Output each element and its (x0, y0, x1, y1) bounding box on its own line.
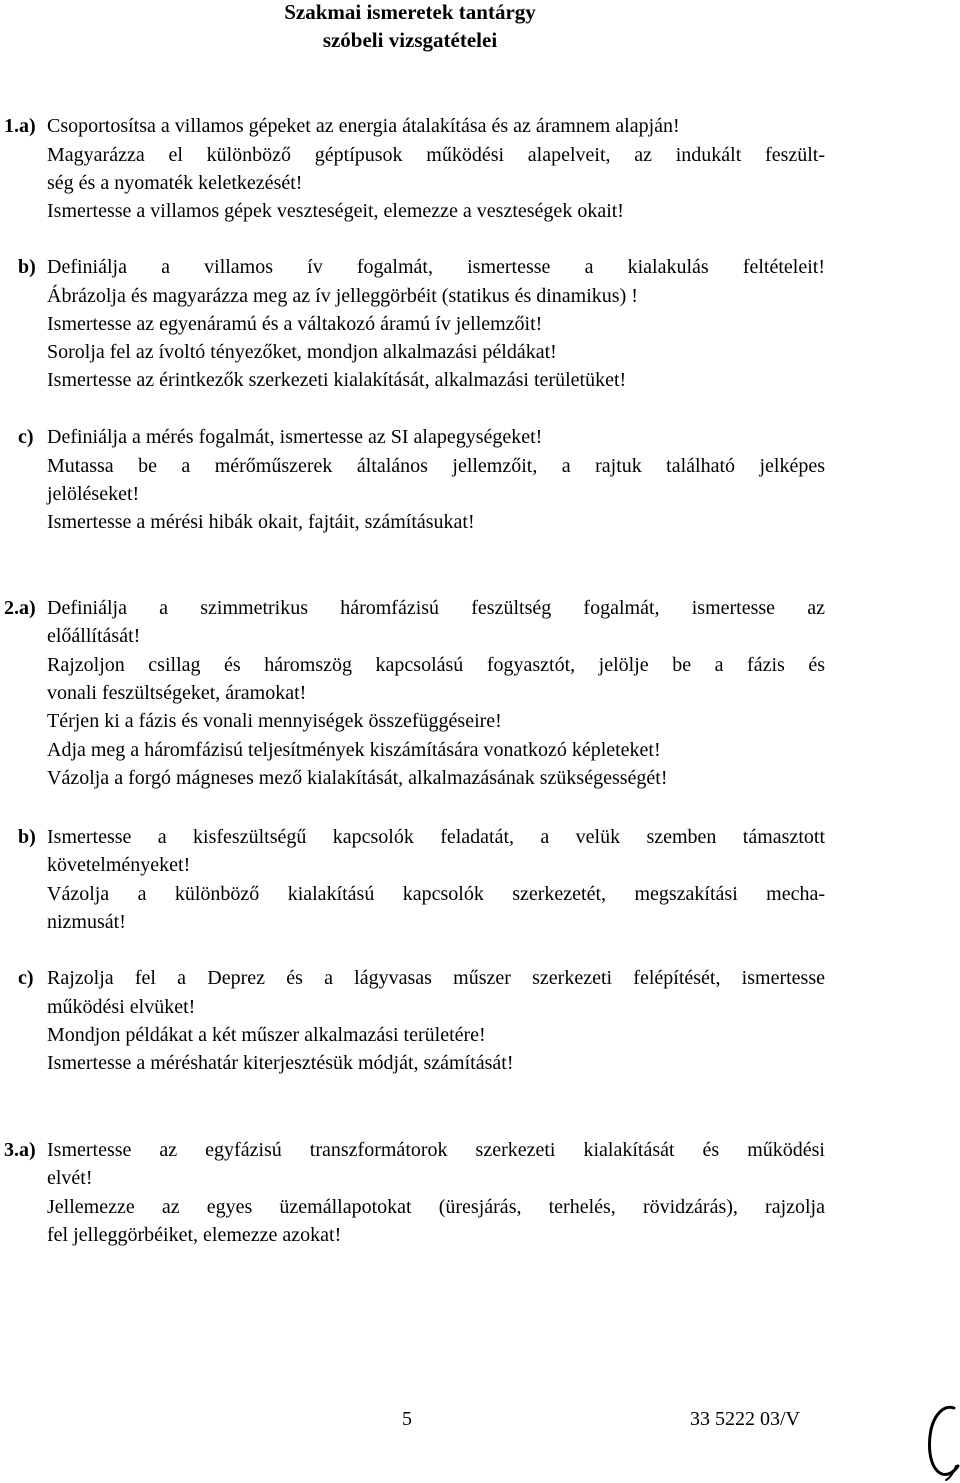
text-line: Ábrázolja és magyarázza meg az ív jelleggörbéit (statikus és dinamikus) ! (47, 285, 638, 307)
text-line: ség és a nyomaték keletkezését! (47, 172, 303, 194)
text-line: Térjen ki a fázis és vonali mennyiségek összefüggéseire! (47, 710, 502, 732)
text-line: Definiálja a villamos ív fogalmát, ismertesse a kialakulás feltételeit! (47, 256, 825, 278)
text-line: fel jelleggörbéiket, elemezze azokat! (47, 1224, 342, 1246)
section-label-1b: b) (18, 256, 36, 278)
text-line: vonali feszültségeket, áramokat! (47, 682, 307, 704)
section-label-2a: 2.a) (4, 597, 36, 619)
text-line: Mutassa be a mérőműszerek általános jellemzőit, a rajtuk található jelképes (47, 455, 825, 477)
text-line: Ismertesse a kisfeszültségű kapcsolók feladatát, a velük szemben támasztott (47, 826, 825, 848)
page-number: 5 (402, 1408, 412, 1430)
document-code: 33 5222 03/V (690, 1408, 800, 1430)
page-subtitle: szóbeli vizsgatételei (322, 28, 498, 52)
text-line: Rajzolja fel a Deprez és a lágyvasas műszer szerkezeti felépítését, ismertesse (47, 967, 825, 989)
text-line: Ismertesse a mérési hibák okait, fajtáit, számításukat! (47, 511, 475, 533)
page-title: Szakmai ismeretek tantárgy (284, 0, 536, 24)
section-label-2c: c) (18, 967, 34, 989)
text-line: Vázolja a forgó mágneses mező kialakítását, alkalmazásának szükségességét! (47, 767, 668, 789)
text-line: Ismertesse az egyfázisú transzformátorok szerkezeti kialakítását és működési (47, 1139, 825, 1161)
text-line: Ismertesse az egyenáramú és a váltakozó áramú ív jellemzőit! (47, 313, 543, 335)
text-line: Mondjon példákat a két műszer alkalmazási területére! (47, 1024, 486, 1046)
text-line: Vázolja a különböző kialakítású kapcsolók szerkezetét, megszakítási mecha- (47, 883, 825, 905)
text-line: elvét! (47, 1167, 93, 1189)
text-line: nizmusát! (47, 911, 126, 933)
text-line: követelményeket! (47, 854, 191, 876)
text-line: Adja meg a háromfázisú teljesítmények kiszámítására vonatkozó képleteket! (47, 739, 661, 761)
section-label-2b: b) (18, 826, 36, 848)
text-line: Rajzoljon csillag és háromszög kapcsolású fogyasztót, jelölje be a fázis és (47, 654, 825, 676)
text-line: Jellemezze az egyes üzemállapotokat (üresjárás, terhelés, rövidzárás), rajzolja (47, 1196, 825, 1218)
text-line: Magyarázza el különböző géptípusok működési alapelveit, az indukált feszült- (47, 144, 825, 166)
text-line: Definiálja a szimmetrikus háromfázisú feszültség fogalmát, ismertesse az (47, 597, 825, 619)
text-line: jelöléseket! (47, 483, 140, 505)
text-line: Ismertesse a méréshatár kiterjesztésük módját, számítását! (47, 1052, 514, 1074)
text-line: Definiálja a mérés fogalmát, ismertesse az SI alapegységeket! (47, 426, 543, 448)
text-line: Ismertesse az érintkezők szerkezeti kialakítását, alkalmazási területüket! (47, 369, 627, 391)
text-line: Sorolja fel az ívoltó tényezőket, mondjon alkalmazási példákat! (47, 341, 557, 363)
signature-mark (920, 1400, 960, 1483)
text-line: Csoportosítsa a villamos gépeket az energia átalakítása és az áramnem alapján! (47, 115, 680, 137)
section-label-1a: 1.a) (4, 115, 36, 137)
text-line: működési elvüket! (47, 996, 196, 1018)
text-line: Ismertesse a villamos gépek veszteségeit, elemezze a veszteségek okait! (47, 200, 624, 222)
section-label-1c: c) (18, 426, 34, 448)
text-line: előállítását! (47, 625, 141, 647)
section-label-3a: 3.a) (4, 1139, 36, 1161)
